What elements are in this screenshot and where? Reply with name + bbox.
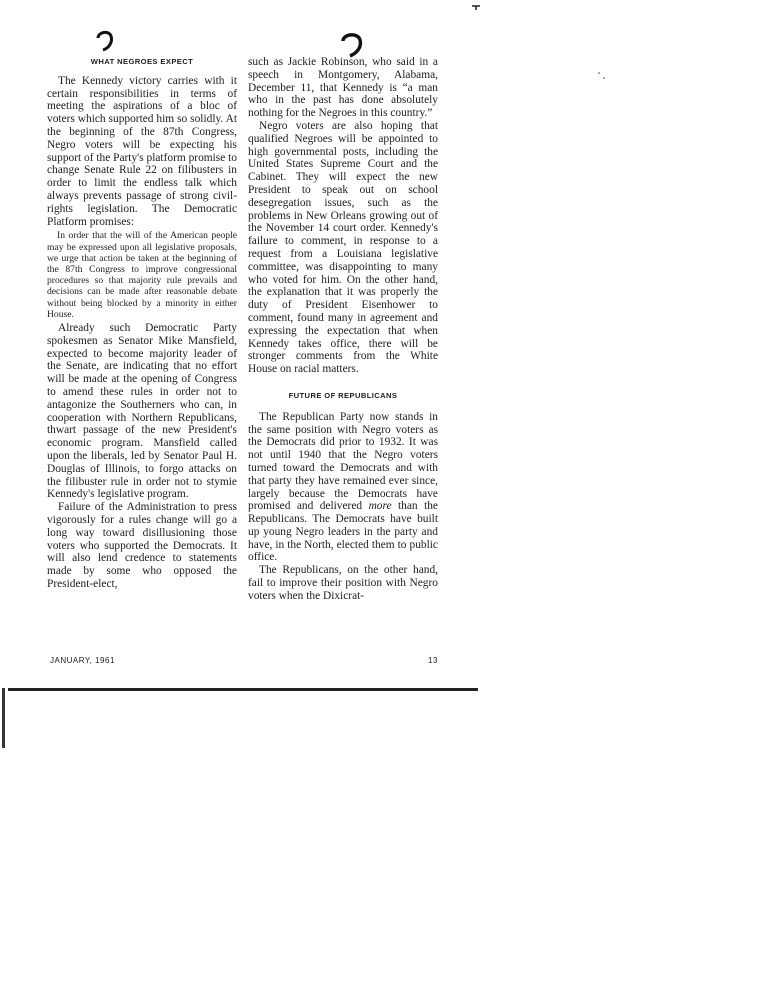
paragraph: Already such Democratic Party spokesmen as Senator Mike Mansfield, expected to become majority leader of the Senate, are indicating that no effort will be made at the opening of Congress to amend these rules in order not to antagonize the Southerners who can, in cooperation with Northern Republicans, thwart passage of the new President's economic program. Mansfield called upon the liberals, led by Senator Paul H. Douglas of Illinois, to forgo attacks on the filibuster rule in order not to stymie Kennedy's legislative program. [47, 321, 237, 501]
scan-edge-corner [2, 688, 5, 748]
right-column [248, 56, 438, 603]
page-number: 13 [428, 656, 438, 665]
paragraph: The Kennedy victory carries with it certain responsibilities in terms of meeting the aspirations of a bloc of voters which supported him so solidly. At the beginning of the 87th Congress, Negro voters will be expecting his support of the Party's platform promise to change Senate Rule 22 on filibusters in order to limit the endless talk which always prevents passage of strong civilrights legislation. The Democratic Platform promises: [47, 74, 237, 228]
footer-date: JANUARY, 1961 [50, 656, 115, 665]
scan-speck [472, 4, 480, 10]
emphasis-text: more [368, 500, 392, 513]
section-heading-what-negroes-expect: WHAT NEGROES EXPECT [90, 57, 194, 66]
punch-hole-mark [95, 30, 115, 52]
left-column [47, 56, 237, 591]
paragraph: Negro voters are also hoping that qualified Negroes will be appointed to high governmental posts, including the United States Supreme Court and the Cabinet. They will expect the new President to speak out on school desegregation issues, such as the problems in New Orleans growing out of the November 14 court order. Kennedy's failure to comment, in response to a request from a Louisiana legislative committee, was disappointing to many who voted for him. On the other hand, the explanation that it was properly the duty of President Eisenhower to comment, found many in agreement and expressing the expectation that when Kennedy takes office, there will be stronger comments from the White House on racial matters. [248, 119, 438, 376]
section-heading-future-of-republicans: FUTURE OF REPUBLICANS [288, 390, 398, 400]
paragraph [248, 411, 438, 565]
paragraph-text: than the Republicans. The Democrats have built up young Negro leaders in the party and have, in the North, elected them to public office. [248, 500, 438, 564]
punch-hole-mark [340, 32, 364, 58]
paragraph-text: The Republican Party now stands in the same position with Negro voters as the Democrats did prior to 1932. It was not until 1940 that the Negro voters turned toward the Democrats and with that party they have remained ever since, largely because the Democrats have promised and delivered [248, 410, 438, 513]
scan-edge-rule [8, 688, 478, 691]
scan-speck [598, 72, 606, 80]
paragraph: Failure of the Administration to press vigorously for a rules change will go a long way toward disillusioning those voters who supported the Democrats. It will also lend credence to statements made by some who opposed the President-elect, [47, 501, 237, 590]
platform-quote: In order that the will of the American people may be expressed upon all legislative proposals, we urge that action be taken at the beginning of the 87th Congress to improve congressional procedures so that majority rule prevails and decisions can be made after reasonable debate without being blocked by a minority in either House. [47, 230, 237, 320]
paragraph: such as Jackie Robinson, who said in a speech in Montgomery, Alabama, December 11, that Kennedy is “a man who in the past has done absolutely nothing for the Negroes in this country.” [248, 56, 438, 120]
paragraph: The Republicans, on the other hand, fail to improve their position with Negro voters when the Dixicrat- [248, 564, 438, 602]
